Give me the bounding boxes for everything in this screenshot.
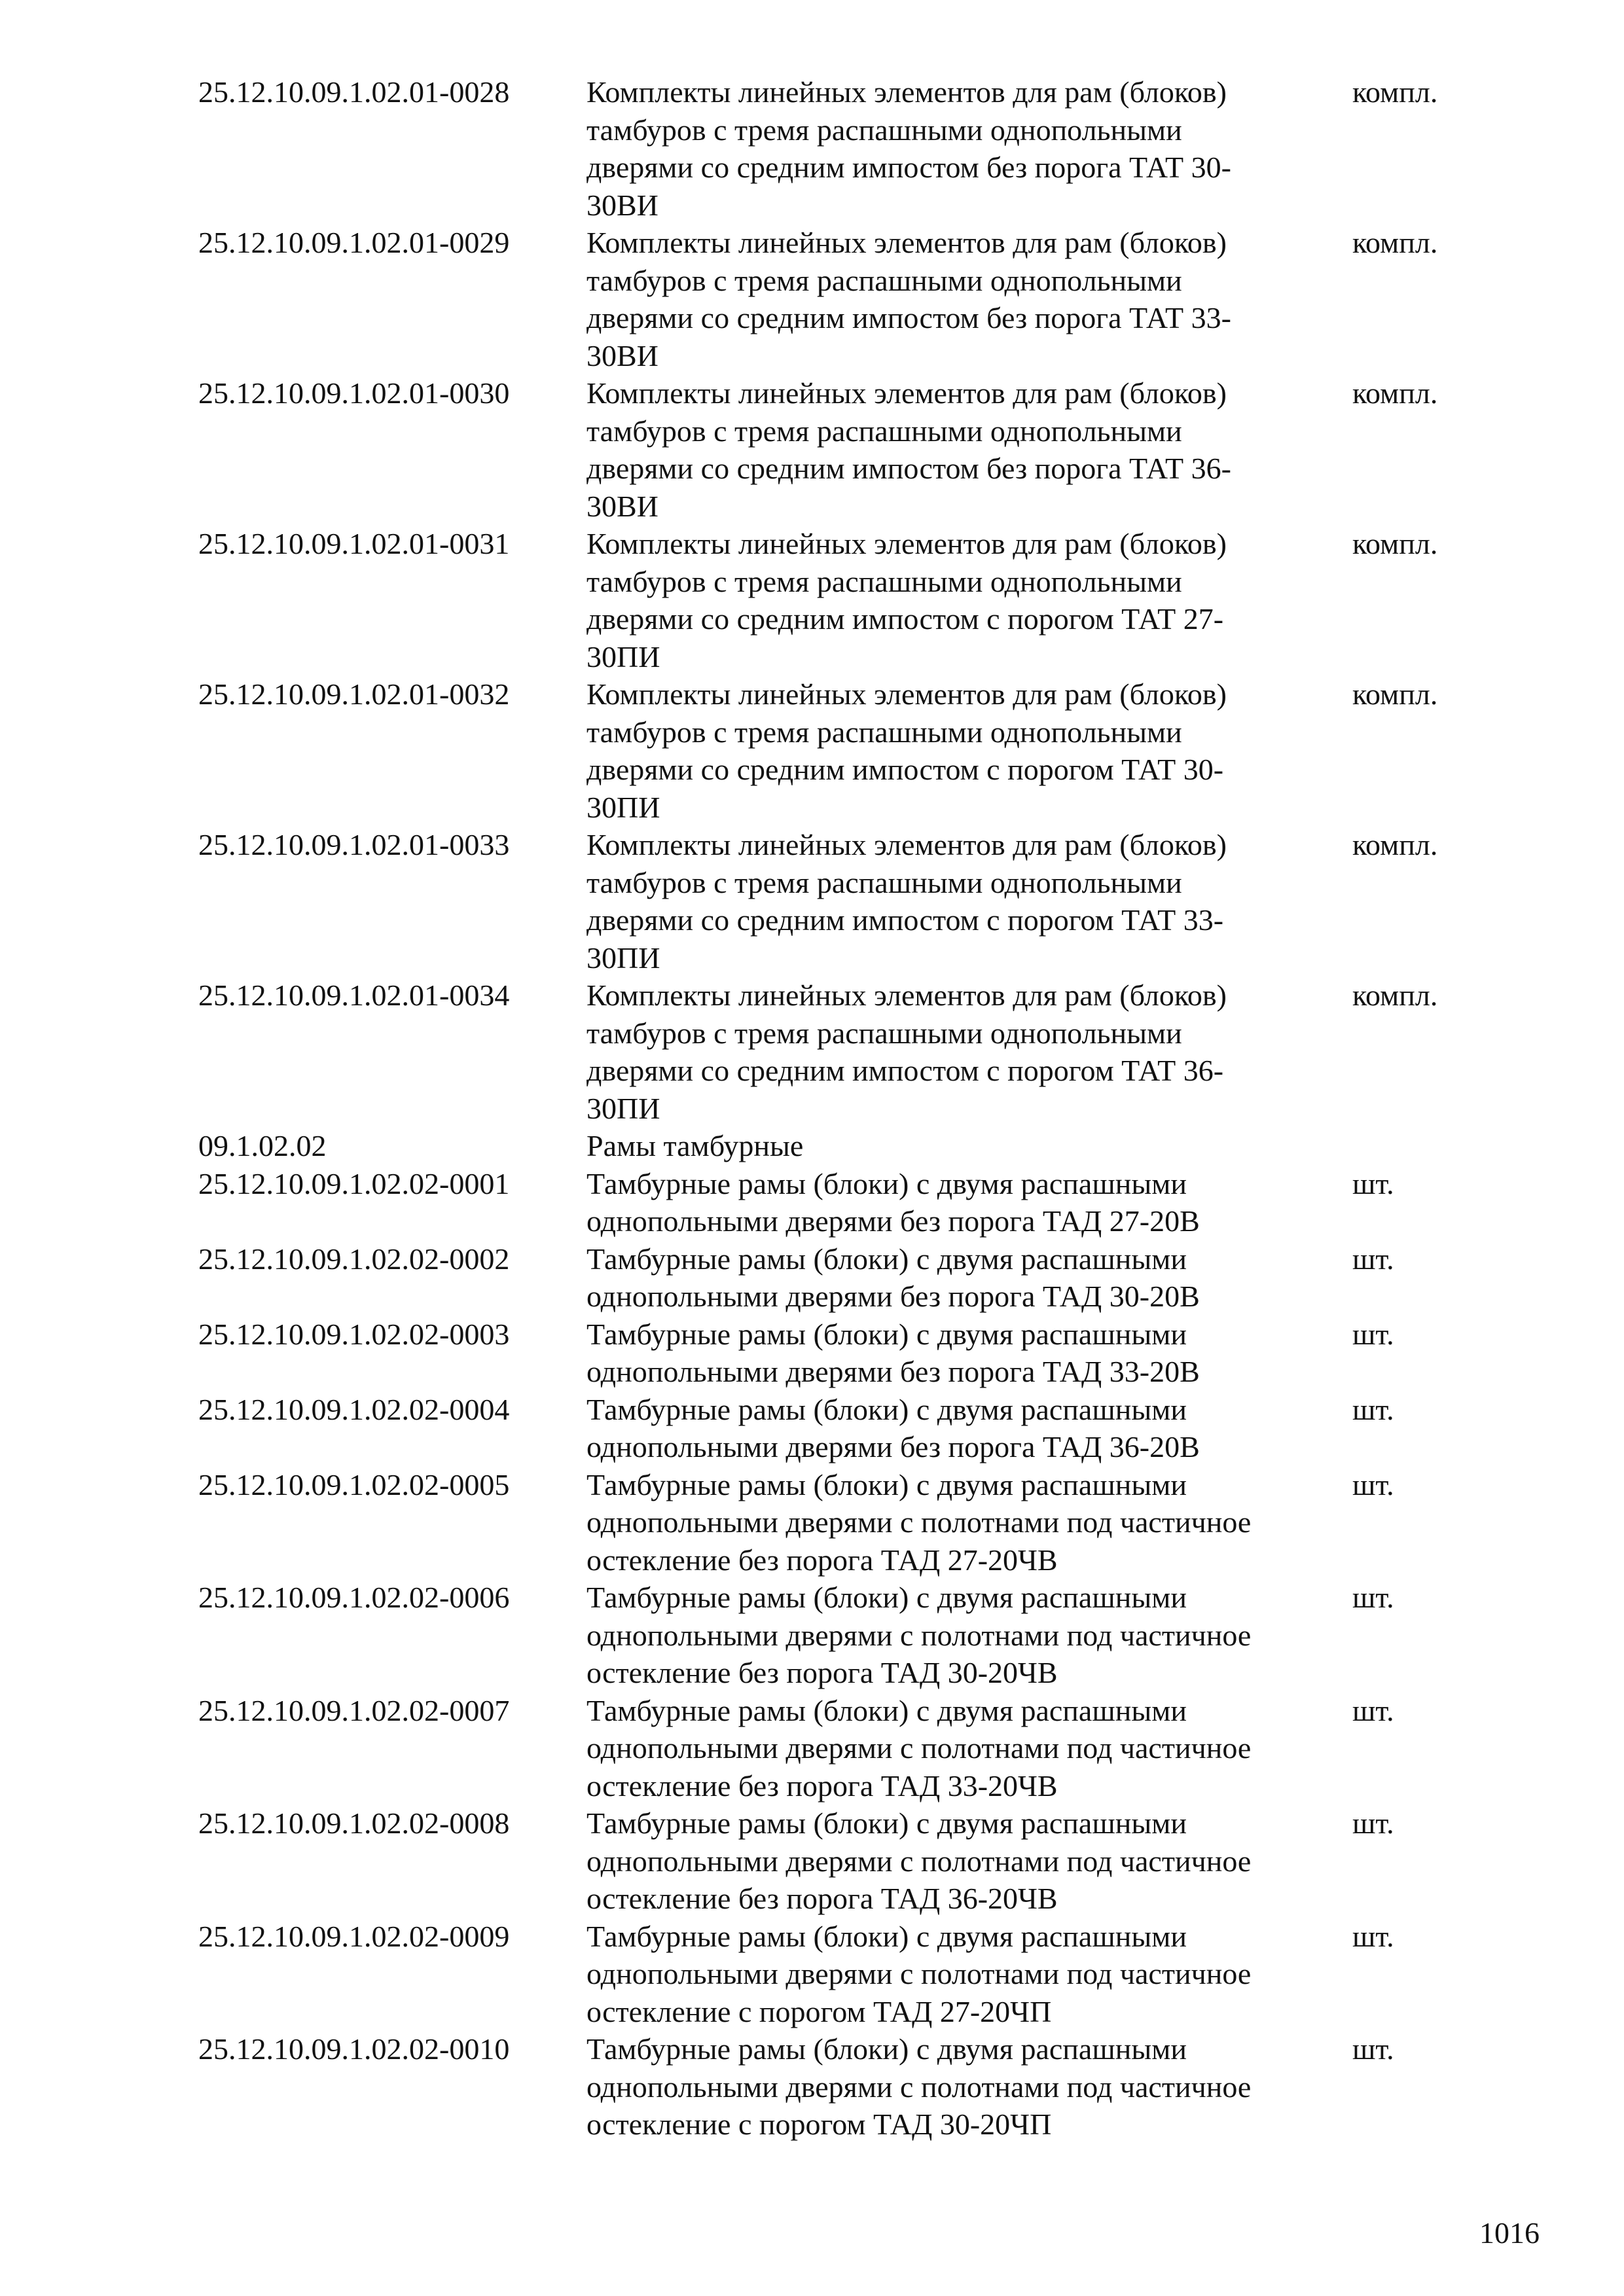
table-row [198, 525, 1507, 675]
table-row [198, 1127, 1507, 1165]
row-name-line: остекление с порогом ТАД 30-20ЧП [586, 2108, 1052, 2141]
row-code: 25.12.10.09.1.02.02-0006 [198, 1581, 510, 1614]
row-unit: шт. [1352, 1581, 1394, 1614]
row-name-line: тамбуров с тремя распашными однопольными [586, 414, 1182, 448]
row-name-line: 30ВИ [586, 489, 659, 523]
row-code: 25.12.10.09.1.02.02-0003 [198, 1317, 510, 1351]
classifier-table [198, 73, 1507, 2144]
row-name [586, 2030, 1352, 2144]
table-row [198, 73, 1507, 224]
row-code: 25.12.10.09.1.02.02-0010 [198, 2032, 510, 2066]
row-name-line: тамбуров с тремя распашными однопольными [586, 1016, 1182, 1050]
row-name-line: однопольными дверями без порога ТАД 33-20В [586, 1355, 1200, 1388]
row-name-line: остекление без порога ТАД 30-20ЧВ [586, 1656, 1058, 1689]
row-name-line: дверями со средним импостом без порога ТАТ 33- [586, 301, 1231, 334]
row-name-line: Тамбурные рамы (блоки) с двумя распашными [586, 1242, 1187, 1276]
row-code: 25.12.10.09.1.02.02-0004 [198, 1392, 510, 1426]
table-row [198, 1240, 1507, 1316]
row-unit: компл. [1352, 226, 1438, 259]
row-name-line: Комплекты линейных элементов для рам (блоков) [586, 978, 1227, 1012]
row-name-line: однопольными дверями с полотнами под частичное [586, 1731, 1252, 1765]
row-unit: шт. [1352, 1693, 1394, 1727]
row-name-line: дверями со средним импостом с порогом ТАТ 33- [586, 903, 1224, 937]
row-unit: шт. [1352, 1806, 1394, 1840]
table-row [198, 1692, 1507, 1805]
table-row [198, 1918, 1507, 2031]
row-unit: шт. [1352, 1166, 1394, 1200]
table-row [198, 1165, 1507, 1240]
row-name-line: Тамбурные рамы (блоки) с двумя распашными [586, 1919, 1187, 1953]
row-name [586, 1391, 1352, 1466]
row-name-line: однопольными дверями с полотнами под частичное [586, 1957, 1252, 1990]
row-code: 25.12.10.09.1.02.02-0007 [198, 1693, 510, 1727]
row-name-line: Тамбурные рамы (блоки) с двумя распашными [586, 1581, 1187, 1614]
row-unit: компл. [1352, 677, 1438, 711]
row-name [586, 675, 1352, 826]
row-unit: шт. [1352, 1919, 1394, 1953]
row-name-line: однопольными дверями без порога ТАД 27-20В [586, 1204, 1200, 1238]
row-name-line: дверями со средним импостом с порогом ТАТ 30- [586, 753, 1224, 786]
row-name-line: 30ПИ [586, 790, 660, 824]
row-unit: шт. [1352, 2032, 1394, 2066]
row-name-line: остекление с порогом ТАД 27-20ЧП [586, 1994, 1052, 2028]
row-unit: компл. [1352, 978, 1438, 1012]
row-code: 09.1.02.02 [198, 1129, 327, 1162]
row-name [586, 73, 1352, 224]
row-name [586, 1466, 1352, 1579]
row-name-line: 30ВИ [586, 338, 659, 372]
table-row [198, 675, 1507, 826]
row-unit: шт. [1352, 1317, 1394, 1351]
row-name-line: дверями со средним импостом без порога ТАТ 30- [586, 151, 1231, 184]
row-name-line: Комплекты линейных элементов для рам (блоков) [586, 75, 1227, 109]
row-name [586, 1692, 1352, 1805]
row-name-line: тамбуров с тремя распашными однопольными [586, 865, 1182, 899]
row-name [586, 977, 1352, 1127]
row-name-line: дверями со средним импостом с порогом ТАТ 27- [586, 602, 1224, 636]
row-name-line: Комплекты линейных элементов для рам (блоков) [586, 828, 1227, 861]
row-name-line: Тамбурные рамы (блоки) с двумя распашными [586, 1693, 1187, 1727]
row-code: 25.12.10.09.1.02.01-0032 [198, 677, 510, 711]
row-name-line: однопольными дверями с полотнами под частичное [586, 1505, 1252, 1539]
row-name-line: Тамбурные рамы (блоки) с двумя распашными [586, 2032, 1187, 2066]
table-row [198, 977, 1507, 1127]
table-row [198, 1316, 1507, 1391]
row-name-line: однопольными дверями без порога ТАД 30-20В [586, 1280, 1200, 1313]
row-name-line: остекление без порога ТАД 27-20ЧВ [586, 1543, 1058, 1577]
row-name-line: Рамы тамбурные [586, 1129, 804, 1162]
table-row [198, 1579, 1507, 1692]
row-unit: шт. [1352, 1392, 1394, 1426]
table-row [198, 826, 1507, 977]
row-name-line: однопольными дверями с полотнами под частичное [586, 2070, 1252, 2104]
row-code: 25.12.10.09.1.02.02-0005 [198, 1467, 510, 1501]
row-name-line: 30ВИ [586, 188, 659, 222]
row-name-line: однопольными дверями с полотнами под частичное [586, 1844, 1252, 1878]
row-name [586, 525, 1352, 675]
row-name [586, 1918, 1352, 2031]
row-name-line: дверями со средним импостом без порога ТАТ 36- [586, 452, 1231, 485]
row-name [586, 1240, 1352, 1316]
row-name-line: Тамбурные рамы (блоки) с двумя распашными [586, 1806, 1187, 1840]
row-name-line: Комплекты линейных элементов для рам (блоков) [586, 226, 1227, 259]
row-name-line: тамбуров с тремя распашными однопольными [586, 715, 1182, 749]
row-name-line: Комплекты линейных элементов для рам (блоков) [586, 527, 1227, 560]
row-name-line: Тамбурные рамы (блоки) с двумя распашными [586, 1166, 1187, 1200]
row-code: 25.12.10.09.1.02.01-0028 [198, 75, 510, 109]
row-unit: компл. [1352, 376, 1438, 410]
row-unit: шт. [1352, 1242, 1394, 1276]
row-unit: компл. [1352, 828, 1438, 861]
row-unit: компл. [1352, 527, 1438, 560]
row-name [586, 374, 1352, 525]
row-code: 25.12.10.09.1.02.01-0029 [198, 226, 510, 259]
row-code: 25.12.10.09.1.02.01-0030 [198, 376, 510, 410]
table-row [198, 224, 1507, 374]
row-name-line: Комплекты линейных элементов для рам (блоков) [586, 677, 1227, 711]
row-unit: шт. [1352, 1467, 1394, 1501]
table-row [198, 1391, 1507, 1466]
row-code: 25.12.10.09.1.02.02-0008 [198, 1806, 510, 1840]
row-name-line: 30ПИ [586, 1091, 660, 1125]
row-name-line: Тамбурные рамы (блоки) с двумя распашными [586, 1467, 1187, 1501]
row-name [586, 1316, 1352, 1391]
row-unit: компл. [1352, 75, 1438, 109]
row-name-line: 30ПИ [586, 941, 660, 975]
row-code: 25.12.10.09.1.02.02-0002 [198, 1242, 510, 1276]
row-name [586, 1165, 1352, 1240]
row-name [586, 1127, 1352, 1165]
row-name-line: тамбуров с тремя распашными однопольными [586, 564, 1182, 598]
page-number: 1016 [1479, 2216, 1540, 2250]
table-row [198, 1804, 1507, 1918]
row-code: 25.12.10.09.1.02.02-0001 [198, 1166, 510, 1200]
table-row [198, 374, 1507, 525]
table-row [198, 1466, 1507, 1579]
row-name [586, 1804, 1352, 1918]
row-name-line: Тамбурные рамы (блоки) с двумя распашными [586, 1317, 1187, 1351]
row-name-line: однопольными дверями без порога ТАД 36-20В [586, 1430, 1200, 1463]
row-name-line: Комплекты линейных элементов для рам (блоков) [586, 376, 1227, 410]
row-name [586, 826, 1352, 977]
row-name-line: однопольными дверями с полотнами под частичное [586, 1618, 1252, 1652]
row-name-line: тамбуров с тремя распашными однопольными [586, 113, 1182, 147]
row-name-line: дверями со средним импостом с порогом ТАТ 36- [586, 1054, 1224, 1087]
row-name [586, 1579, 1352, 1692]
table-row [198, 2030, 1507, 2144]
row-name-line: остекление без порога ТАД 36-20ЧВ [586, 1882, 1058, 1915]
row-name-line: Тамбурные рамы (блоки) с двумя распашными [586, 1392, 1187, 1426]
row-name-line: 30ПИ [586, 639, 660, 673]
row-name-line: тамбуров с тремя распашными однопольными [586, 263, 1182, 297]
row-code: 25.12.10.09.1.02.01-0033 [198, 828, 510, 861]
row-code: 25.12.10.09.1.02.01-0034 [198, 978, 510, 1012]
row-name [586, 224, 1352, 374]
row-code: 25.12.10.09.1.02.02-0009 [198, 1919, 510, 1953]
row-name-line: остекление без порога ТАД 33-20ЧВ [586, 1768, 1058, 1803]
row-code: 25.12.10.09.1.02.01-0031 [198, 527, 510, 560]
